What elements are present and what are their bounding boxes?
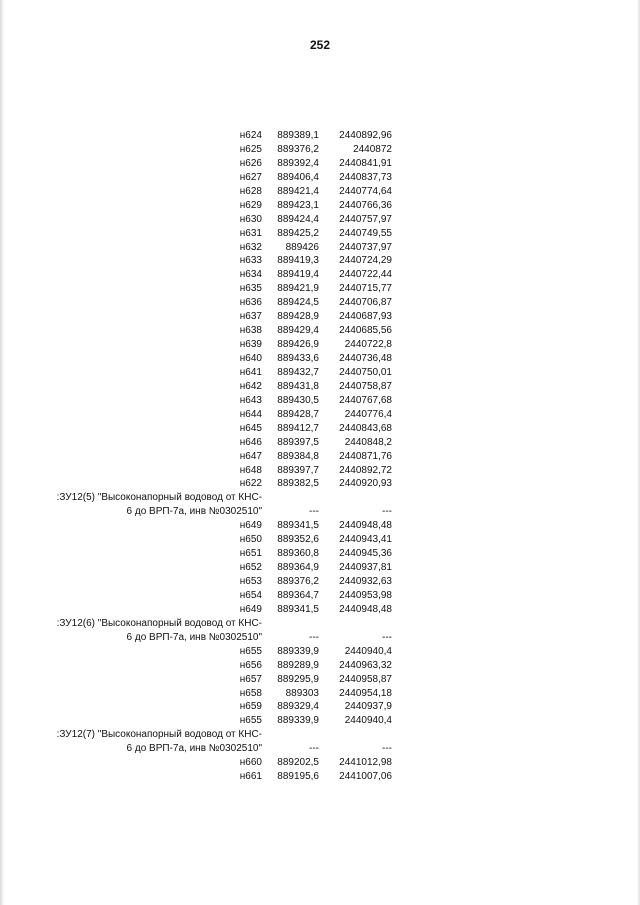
coord-x: 889352,6	[277, 534, 319, 546]
coord-x: 889195,6	[277, 771, 319, 783]
point-id: н651	[239, 548, 262, 560]
coord-y: 2440892,72	[339, 464, 392, 476]
coord-y: 2440848,2	[344, 436, 392, 448]
coord-x: 889397,7	[277, 464, 319, 476]
point-id: н639	[239, 339, 262, 351]
point-id: н626	[239, 157, 262, 169]
coord-y: 2440706,87	[339, 297, 392, 309]
table-row	[0, 157, 640, 171]
table-row	[0, 324, 640, 338]
coordinates-table	[0, 129, 640, 784]
coord-y: 2440932,63	[339, 576, 392, 587]
coord-y: 2440963,32	[339, 659, 392, 671]
coord-y: 2440749,55	[339, 227, 392, 239]
table-row	[0, 268, 640, 282]
coord-x: 889392,4	[277, 157, 319, 169]
point-id: н629	[239, 199, 262, 211]
page-number: 252	[309, 38, 331, 52]
point-id: н656	[239, 659, 262, 671]
section-title-continued: 6 до ВРП-7а, инв №0302510"	[126, 631, 262, 643]
table-row	[0, 756, 640, 770]
section-header-line	[0, 631, 640, 645]
table-row	[0, 171, 640, 185]
coord-y: 2440937,81	[339, 562, 392, 574]
table-row	[0, 352, 640, 366]
table-row	[0, 338, 640, 352]
coord-x: 889382,5	[277, 478, 319, 490]
point-id: н637	[239, 311, 262, 323]
point-id: н645	[239, 422, 262, 434]
table-row	[0, 241, 640, 255]
coord-y: 2440872	[353, 143, 392, 155]
coord-x: 889421,9	[277, 283, 319, 295]
point-id: н657	[239, 673, 262, 685]
point-id: н622	[239, 478, 262, 490]
coord-y: 2440837,73	[339, 171, 392, 183]
point-id: н649	[239, 603, 262, 615]
table-row	[0, 185, 640, 199]
coord-y: 2440758,87	[339, 380, 392, 392]
point-id: н624	[239, 130, 262, 141]
coord-y: 2441012,98	[339, 757, 392, 769]
table-row	[0, 227, 640, 241]
coord-x: 889384,8	[277, 450, 319, 462]
point-id: н634	[239, 269, 262, 281]
point-id: н635	[239, 283, 262, 295]
table-row	[0, 659, 640, 673]
table-row	[0, 129, 640, 143]
coord-y: 2440953,98	[339, 589, 392, 601]
coord-y: 2440767,68	[339, 394, 392, 406]
point-id: н631	[239, 227, 262, 239]
coord-x: 889428,7	[277, 408, 319, 420]
point-id: н633	[239, 255, 262, 267]
coord-y: 2440843,68	[339, 422, 392, 434]
coord-x: 889426	[285, 241, 319, 253]
dash-x: ---	[309, 506, 319, 518]
coord-y: 2440722,44	[339, 269, 392, 281]
section-header-line	[0, 742, 640, 756]
point-id: н640	[239, 353, 262, 364]
coord-x: 889433,6	[277, 353, 319, 364]
coord-y: 2440737,97	[339, 241, 392, 253]
table-row	[0, 477, 640, 491]
table-row	[0, 213, 640, 227]
table-row	[0, 519, 640, 533]
coord-y: 2440841,91	[339, 157, 392, 169]
table-row	[0, 700, 640, 714]
table-row	[0, 143, 640, 157]
coord-x: 889289,9	[277, 659, 319, 671]
point-id: н644	[239, 408, 262, 420]
section-header-line	[0, 728, 640, 742]
point-id: н643	[239, 394, 262, 406]
coord-x: 889431,8	[277, 380, 319, 392]
coord-y: 2440943,41	[339, 534, 392, 546]
point-id: н655	[239, 645, 262, 657]
coord-x: 889339,9	[277, 715, 319, 727]
coord-x: 889424,5	[277, 297, 319, 309]
coord-y: 2440954,18	[339, 687, 392, 699]
table-row	[0, 645, 640, 659]
table-row	[0, 380, 640, 394]
coord-y: 2440774,64	[339, 185, 392, 197]
table-row	[0, 603, 640, 617]
coord-x: 889429,4	[277, 325, 319, 337]
table-row	[0, 366, 640, 380]
point-id: н632	[239, 241, 262, 253]
coord-y: 2440766,36	[339, 199, 392, 211]
coord-x: 889424,4	[277, 213, 319, 225]
table-row	[0, 310, 640, 324]
dash-y: ---	[382, 743, 392, 755]
table-row	[0, 464, 640, 478]
point-id: н658	[239, 687, 262, 699]
point-id: н660	[239, 757, 262, 769]
point-id: н627	[239, 171, 262, 183]
dash-y: ---	[382, 506, 392, 518]
point-id: н638	[239, 325, 262, 337]
coord-x: 889419,4	[277, 269, 319, 281]
table-row	[0, 199, 640, 213]
coord-y: 2440757,97	[339, 213, 392, 225]
point-id: н655	[239, 715, 262, 727]
point-id: н630	[239, 213, 262, 225]
coord-y: 2440685,56	[339, 325, 392, 337]
point-id: н647	[239, 450, 262, 462]
coord-x: 889364,9	[277, 562, 319, 574]
section-title-continued: 6 до ВРП-7а, инв №0302510"	[126, 743, 262, 755]
coord-x: 889425,2	[277, 227, 319, 239]
coord-y: 2440724,29	[339, 255, 392, 267]
table-row	[0, 282, 640, 296]
point-id: н653	[239, 576, 262, 587]
coord-y: 2440687,93	[339, 311, 392, 323]
section-title: :ЗУ12(7) "Высоконапорный водовод от КНС-	[56, 729, 262, 741]
point-id: н661	[239, 771, 262, 783]
point-id: н625	[239, 143, 262, 155]
coord-y: 2440948,48	[339, 520, 392, 532]
coord-x: 889339,9	[277, 645, 319, 657]
table-row	[0, 296, 640, 310]
table-row	[0, 254, 640, 268]
table-row	[0, 575, 640, 589]
dash-x: ---	[309, 631, 319, 643]
coord-y: 2440715,77	[339, 283, 392, 295]
coord-y: 2441007,06	[339, 771, 392, 783]
coord-x: 889432,7	[277, 366, 319, 378]
dash-y: ---	[382, 631, 392, 643]
point-id: н641	[239, 366, 262, 378]
section-header-line	[0, 617, 640, 631]
coord-x: 889202,5	[277, 757, 319, 769]
point-id: н652	[239, 562, 262, 574]
coord-y: 2440920,93	[339, 478, 392, 490]
coord-x: 889376,2	[277, 143, 319, 155]
table-row	[0, 673, 640, 687]
coord-y: 2440937,9	[344, 701, 392, 713]
table-row	[0, 436, 640, 450]
coord-x: 889341,5	[277, 603, 319, 615]
point-id: н646	[239, 436, 262, 448]
coord-y: 2440871,76	[339, 450, 392, 462]
coord-x: 889419,3	[277, 255, 319, 267]
table-row	[0, 422, 640, 436]
table-row	[0, 687, 640, 701]
table-row	[0, 547, 640, 561]
table-row	[0, 714, 640, 728]
table-row	[0, 450, 640, 464]
table-row	[0, 394, 640, 408]
coord-y: 2440892,96	[339, 130, 392, 141]
dash-x: ---	[309, 743, 319, 755]
coord-y: 2440940,4	[344, 715, 392, 727]
section-title: :ЗУ12(5) "Высоконапорный водовод от КНС-	[56, 492, 262, 504]
coord-x: 889295,9	[277, 673, 319, 685]
table-row	[0, 770, 640, 784]
coord-x: 889360,8	[277, 548, 319, 560]
coord-x: 889364,7	[277, 589, 319, 601]
section-title: :ЗУ12(6) "Высоконапорный водовод от КНС-	[56, 617, 262, 629]
coord-x: 889423,1	[277, 199, 319, 211]
point-id: н636	[239, 297, 262, 309]
coord-y: 2440736,48	[339, 353, 392, 364]
table-row	[0, 561, 640, 575]
coord-y: 2440750,01	[339, 366, 392, 378]
coord-y: 2440940,4	[344, 645, 392, 657]
section-title-continued: 6 до ВРП-7а, инв №0302510"	[126, 506, 262, 518]
point-id: н649	[239, 520, 262, 532]
coord-y: 2440776,4	[344, 408, 392, 420]
table-row	[0, 533, 640, 547]
table-row	[0, 589, 640, 603]
point-id: н659	[239, 701, 262, 713]
point-id: н650	[239, 534, 262, 546]
point-id: н648	[239, 464, 262, 476]
coord-x: 889389,1	[277, 130, 319, 141]
coord-x: 889430,5	[277, 394, 319, 406]
coord-x: 889341,5	[277, 520, 319, 532]
point-id: н654	[239, 589, 262, 601]
coord-x: 889426,9	[277, 339, 319, 351]
coord-x: 889428,9	[277, 311, 319, 323]
coord-x: 889303	[285, 687, 319, 699]
coord-y: 2440945,36	[339, 548, 392, 560]
coord-x: 889421,4	[277, 185, 319, 197]
section-header-line	[0, 491, 640, 505]
coord-y: 2440958,87	[339, 673, 392, 685]
coord-y: 2440948,48	[339, 603, 392, 615]
coord-x: 889412,7	[277, 422, 319, 434]
point-id: н642	[239, 380, 262, 392]
coord-x: 889376,2	[277, 576, 319, 587]
coord-x: 889397,5	[277, 436, 319, 448]
coord-y: 2440722,8	[344, 339, 392, 351]
coord-x: 889406,4	[277, 171, 319, 183]
table-row	[0, 408, 640, 422]
section-header-line	[0, 505, 640, 519]
point-id: н628	[239, 185, 262, 197]
coord-x: 889329,4	[277, 701, 319, 713]
